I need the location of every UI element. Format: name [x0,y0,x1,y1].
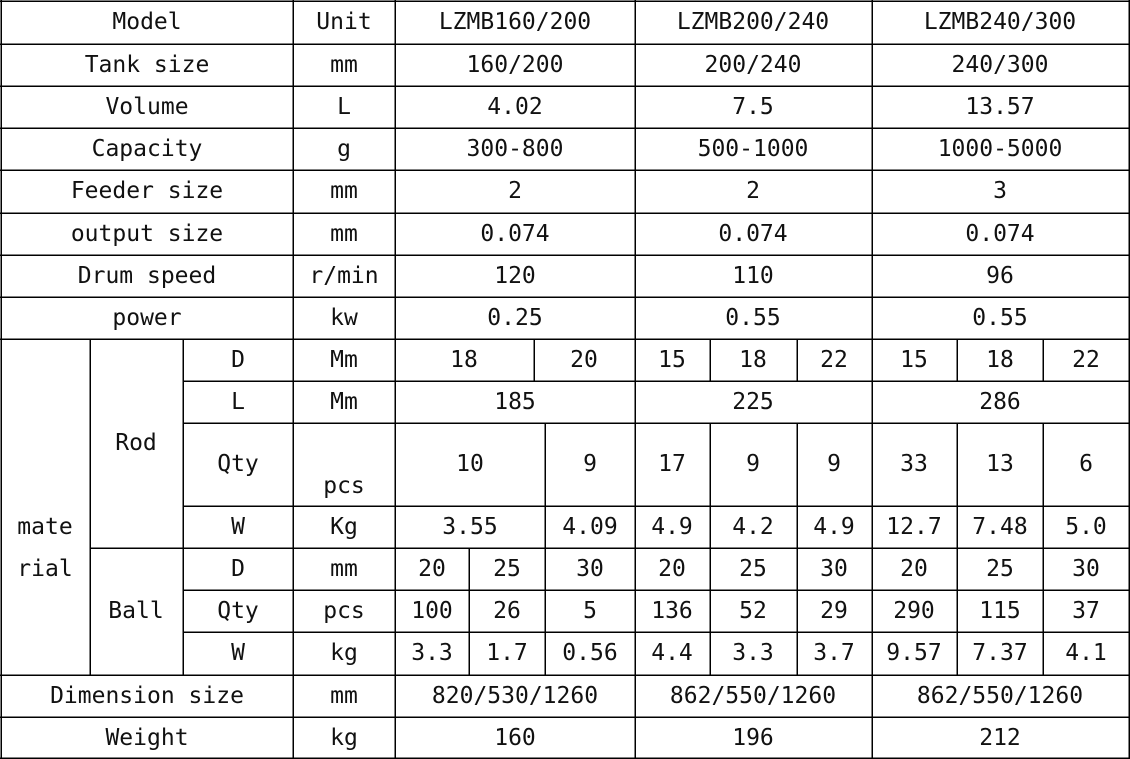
cell-capacity-1: 300-800 [466,136,564,162]
cell-output-size-3: 0.074 [965,221,1035,247]
header-unit-label: Unit [316,9,372,35]
header-model-3: LZMB240/300 [923,9,1077,35]
ball-d-m3-c: 30 [1072,556,1100,582]
rod-label: Rod [115,430,157,456]
ball-d-m1-a: 20 [418,556,446,582]
ball-qty-m3-b: 115 [979,598,1021,624]
cell-volume-1: 4.02 [487,94,543,120]
rod-l-m2: 225 [732,389,774,415]
ball-w-m1-c: 0.56 [562,640,618,666]
ball-d-param: D [231,556,245,582]
row-label-feeder-size: Feeder size [70,178,224,204]
rod-d-m1-a: 18 [450,347,478,373]
row-label-drum-speed: Drum speed [77,263,217,289]
row-label-output-size: output size [70,221,224,247]
rod-qty-m2-a: 17 [658,451,686,477]
ball-w-unit: kg [330,640,358,666]
rod-d-m3-a: 15 [900,347,928,373]
ball-w-m1-a: 3.3 [411,640,453,666]
rod-qty-m1-a: 10 [456,451,484,477]
header-model-2: LZMB200/240 [676,9,830,35]
row-label-volume: Volume [105,94,189,120]
ball-w-m2-b: 3.3 [732,640,774,666]
rod-d-param: D [231,347,245,373]
cell-capacity-2: 500-1000 [697,136,809,162]
ball-label: Ball [108,598,164,624]
ball-qty-m2-c: 29 [820,598,848,624]
rod-qty-m1-b: 9 [583,451,597,477]
cell-output-size-1: 0.074 [480,221,550,247]
cell-dimension-size-2: 862/550/1260 [669,683,837,709]
cell-volume-2: 7.5 [732,94,774,120]
cell-feeder-size-1: 2 [508,178,522,204]
row-unit-output-size: mm [330,221,358,247]
rod-d-m3-b: 18 [986,347,1014,373]
cell-volume-3: 13.57 [965,94,1035,120]
ball-qty-m2-b: 52 [739,598,767,624]
ball-qty-m2-a: 136 [651,598,693,624]
cell-power-2: 0.55 [725,305,781,331]
cell-weight-2: 196 [732,725,774,751]
cell-dimension-size-3: 862/550/1260 [916,683,1084,709]
rod-d-m2-c: 22 [820,347,848,373]
ball-w-m2-c: 3.7 [813,640,855,666]
row-unit-feeder-size: mm [330,178,358,204]
row-unit-volume: L [337,94,351,120]
row-unit-drum-speed: r/min [309,263,379,289]
ball-w-m3-b: 7.37 [972,640,1028,666]
material-label-line2: rial [17,556,73,582]
rod-d-m2-b: 18 [739,347,767,373]
rod-d-m2-a: 15 [658,347,686,373]
ball-d-m3-b: 25 [986,556,1014,582]
cell-feeder-size-2: 2 [746,178,760,204]
rod-qty-param: Qty [217,451,259,477]
ball-qty-m1-c: 5 [583,598,597,624]
rod-w-unit: Kg [330,514,358,540]
row-label-dimension-size: Dimension size [50,683,244,709]
cell-dimension-size-1: 820/530/1260 [431,683,599,709]
cell-weight-1: 160 [494,725,536,751]
ball-d-m2-a: 20 [658,556,686,582]
ball-w-m1-b: 1.7 [486,640,528,666]
ball-d-m2-c: 30 [820,556,848,582]
row-label-weight: Weight [105,725,189,751]
rod-d-unit: Mm [330,347,358,373]
ball-w-m3-a: 9.57 [886,640,942,666]
ball-qty-m1-a: 100 [411,598,453,624]
material-label-line1: mate [17,514,73,540]
cell-output-size-2: 0.074 [718,221,788,247]
cell-power-3: 0.55 [972,305,1028,331]
cell-weight-3: 212 [979,725,1021,751]
rod-w-m3-c: 5.0 [1065,514,1107,540]
rod-qty-m3-b: 13 [986,451,1014,477]
row-unit-dimension-size: mm [330,683,358,709]
ball-qty-m3-c: 37 [1072,598,1100,624]
ball-qty-m1-b: 26 [493,598,521,624]
row-unit-power: kw [330,305,358,331]
row-label-tank-size: Tank size [84,52,210,78]
cell-drum-speed-2: 110 [732,263,774,289]
ball-qty-unit: pcs [323,598,365,624]
cell-power-1: 0.25 [487,305,543,331]
cell-capacity-3: 1000-5000 [937,136,1063,162]
rod-l-m1: 185 [494,389,536,415]
rod-w-m1-a: 3.55 [442,514,498,540]
rod-qty-unit: pcs [323,473,365,499]
cell-drum-speed-1: 120 [494,263,536,289]
header-model-1: LZMB160/200 [438,9,592,35]
cell-tank-size-3: 240/300 [951,52,1049,78]
rod-w-m1-b: 4.09 [562,514,618,540]
ball-w-m2-a: 4.4 [651,640,693,666]
rod-w-m3-a: 12.7 [886,514,942,540]
rod-w-m2-a: 4.9 [651,514,693,540]
ball-d-m1-b: 25 [493,556,521,582]
row-unit-weight: kg [330,725,358,751]
cell-drum-speed-3: 96 [986,263,1014,289]
rod-qty-m2-c: 9 [827,451,841,477]
rod-l-m3: 286 [979,389,1021,415]
rod-qty-m3-c: 6 [1079,451,1093,477]
row-unit-tank-size: mm [330,52,358,78]
rod-w-m2-b: 4.2 [732,514,774,540]
ball-qty-m3-a: 290 [893,598,935,624]
row-label-power: power [112,305,182,331]
rod-l-param: L [231,389,245,415]
ball-d-m3-a: 20 [900,556,928,582]
cell-feeder-size-3: 3 [993,178,1007,204]
cell-tank-size-2: 200/240 [704,52,802,78]
row-unit-capacity: g [337,136,351,162]
rod-d-m3-c: 22 [1072,347,1100,373]
header-model-label: Model [112,9,182,35]
cell-tank-size-1: 160/200 [466,52,564,78]
rod-qty-m3-a: 33 [900,451,928,477]
ball-w-m3-c: 4.1 [1065,640,1107,666]
row-label-capacity: Capacity [91,136,203,162]
rod-w-m2-c: 4.9 [813,514,855,540]
rod-w-m3-b: 7.48 [972,514,1028,540]
rod-d-m1-b: 20 [570,347,598,373]
ball-d-unit: mm [330,556,358,582]
rod-l-unit: Mm [330,389,358,415]
ball-d-m2-b: 25 [739,556,767,582]
rod-qty-m2-b: 9 [746,451,760,477]
ball-d-m1-c: 30 [576,556,604,582]
ball-w-param: W [231,640,245,666]
rod-w-param: W [231,514,245,540]
ball-qty-param: Qty [217,598,259,624]
